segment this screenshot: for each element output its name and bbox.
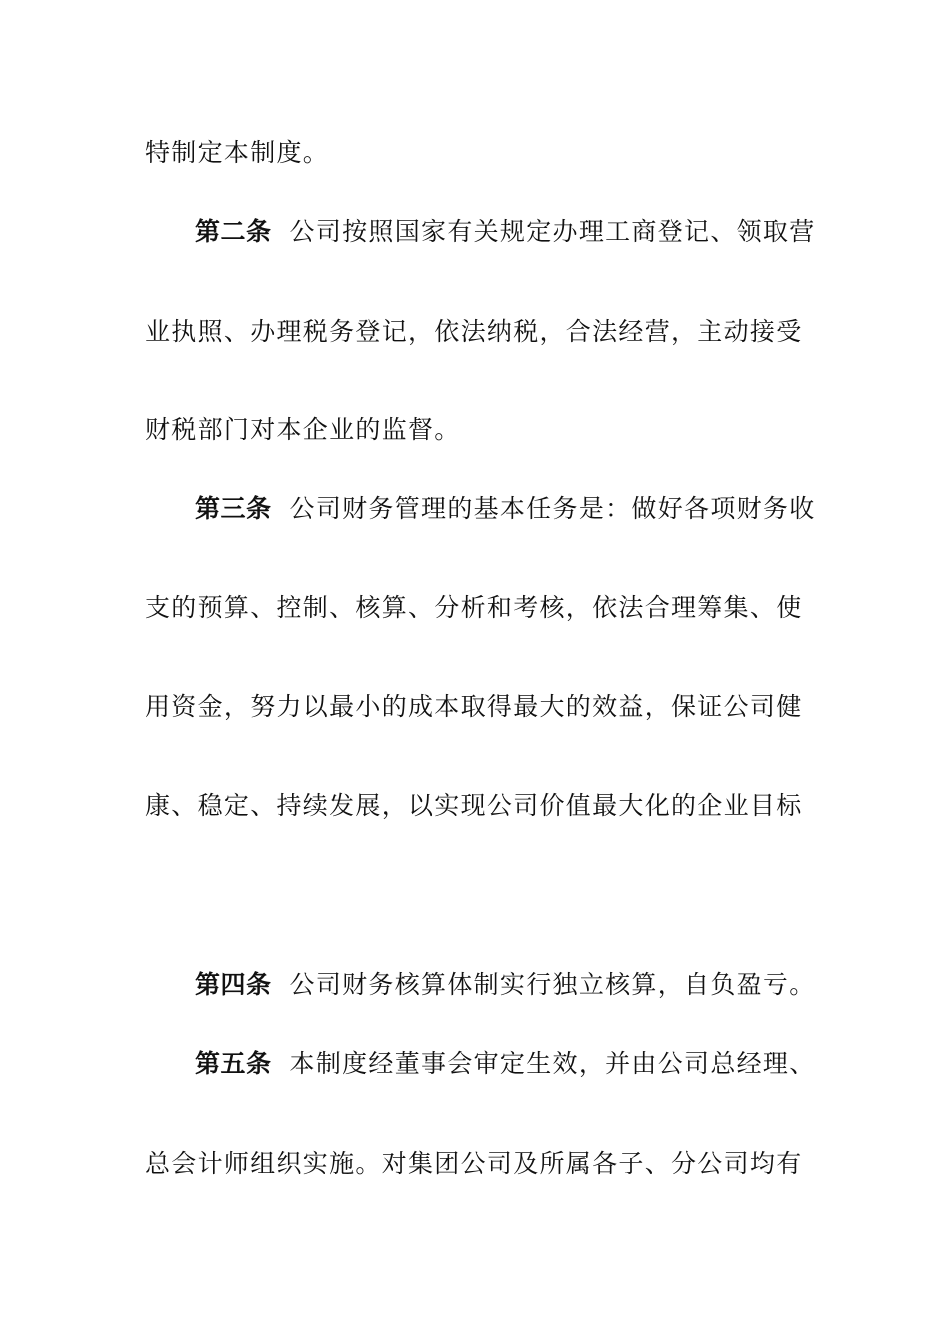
paragraph-line <box>145 315 810 349</box>
article-4-line <box>195 968 816 1002</box>
article-2-line <box>195 215 816 249</box>
line-text: 用资金，努力以最小的成本取得最大的效益，保证公司健 <box>145 692 803 721</box>
paragraph-line <box>145 789 810 823</box>
article-heading: 第五条 <box>195 1049 272 1078</box>
line-text: 公司财务核算体制实行独立核算，自负盈亏。 <box>289 970 816 999</box>
paragraph-line <box>145 591 810 625</box>
line-text: 总会计师组织实施。对集团公司及所属各子、分公司均有 <box>145 1149 803 1178</box>
line-text: 财税部门对本企业的监督。 <box>145 415 461 444</box>
article-5-line <box>195 1047 816 1081</box>
line-text: 业执照、办理税务登记，依法纳税，合法经营，主动接受 <box>145 317 803 346</box>
article-heading: 第三条 <box>195 494 272 523</box>
line-text: 本制度经董事会审定生效，并由公司总经理、 <box>289 1049 816 1078</box>
line-text: 康、稳定、持续发展，以实现公司价值最大化的企业目标 <box>145 791 803 820</box>
article-heading: 第二条 <box>195 217 272 246</box>
line-text: 公司财务管理的基本任务是：做好各项财务收 <box>289 494 816 523</box>
paragraph-line <box>145 1147 810 1181</box>
paragraph-line <box>145 413 810 447</box>
line-text: 支的预算、控制、核算、分析和考核，依法合理筹集、使 <box>145 593 803 622</box>
article-heading: 第四条 <box>195 970 272 999</box>
paragraph-line <box>145 136 810 170</box>
article-3-line <box>195 492 816 526</box>
line-text: 特制定本制度。 <box>145 138 330 167</box>
paragraph-line <box>145 690 810 724</box>
line-text: 公司按照国家有关规定办理工商登记、领取营 <box>289 217 816 246</box>
